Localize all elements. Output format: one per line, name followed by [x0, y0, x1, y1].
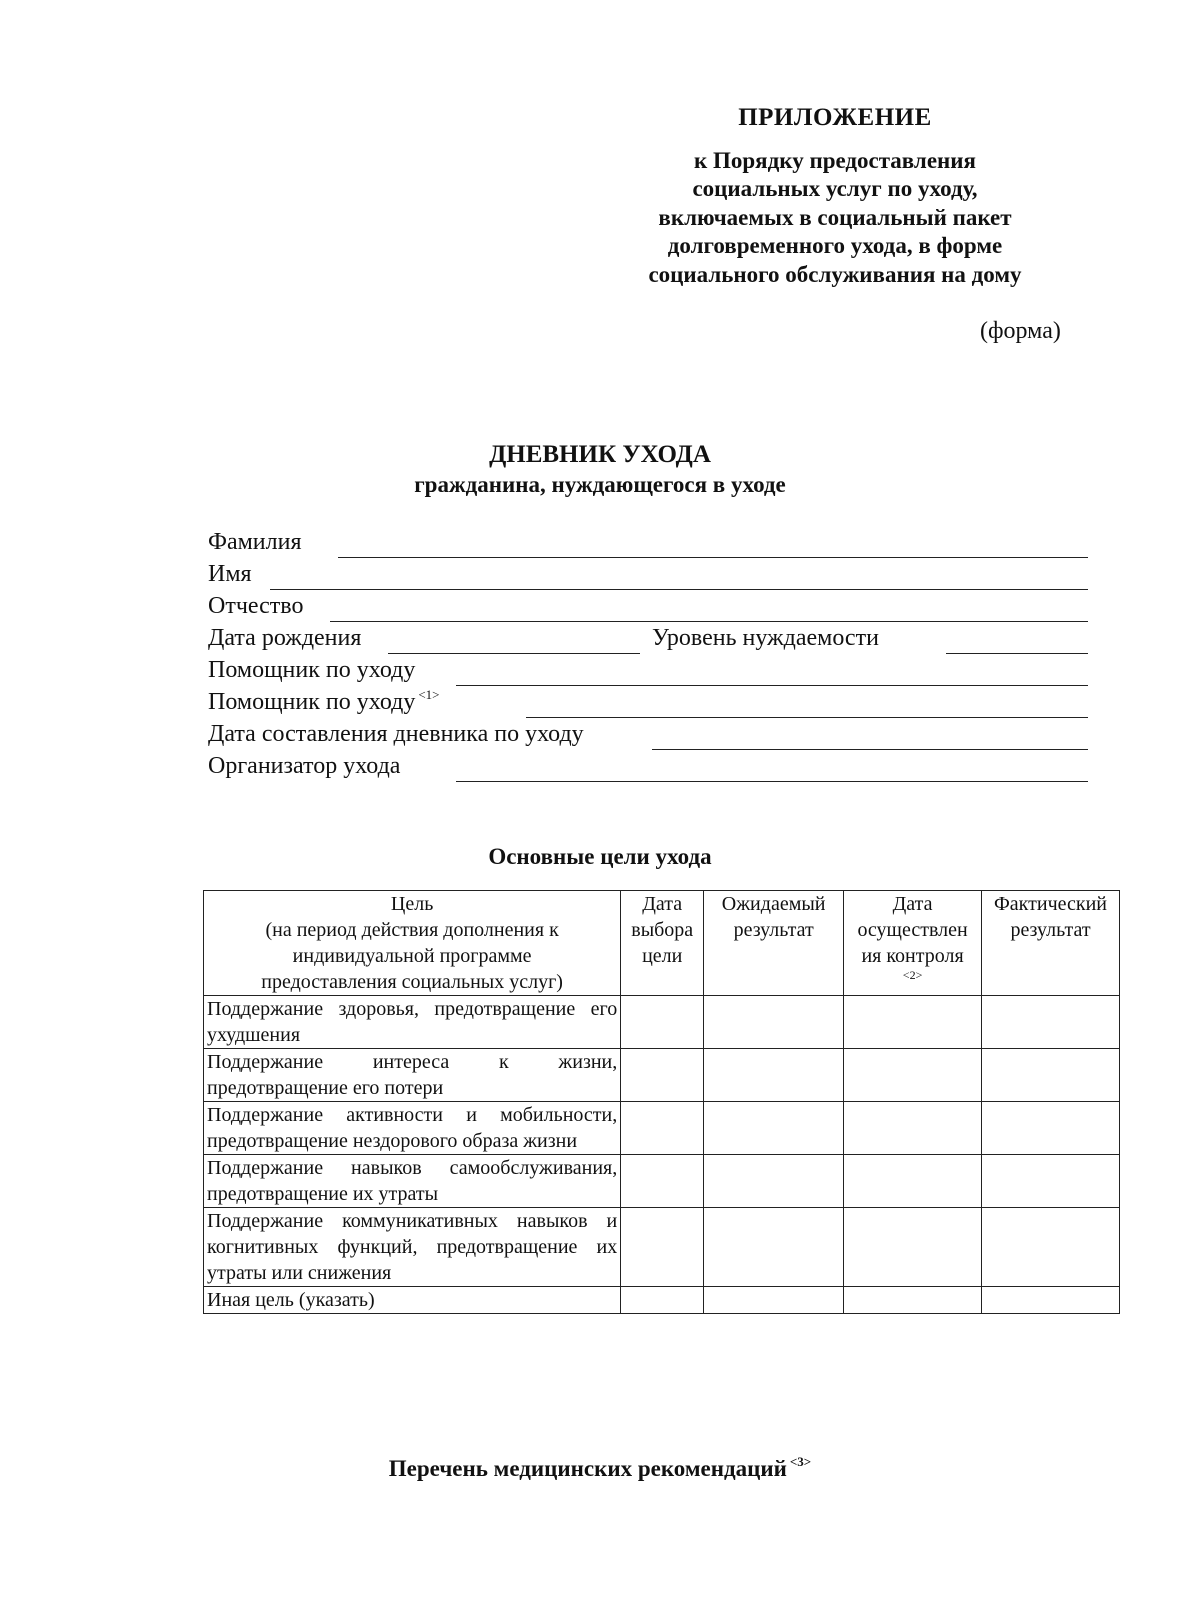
goal-cell: Поддержание навыков самообслуживания, предотвращение их утраты [204, 1155, 621, 1208]
expected-result-cell[interactable] [704, 1287, 844, 1314]
control-date-cell[interactable] [844, 1049, 982, 1102]
header-line: ия контроля [861, 945, 964, 967]
patronymic-field [208, 592, 1088, 622]
header-line: результат [1010, 919, 1091, 941]
form-label: (форма) [980, 318, 1061, 344]
surname-field [208, 528, 1088, 558]
assistant-field [208, 656, 1088, 686]
patronymic-input-line[interactable] [330, 621, 1088, 622]
expected-result-cell[interactable] [704, 1208, 844, 1287]
appendix-line: включаемых в социальный пакет [658, 204, 1012, 230]
control-date-cell[interactable] [844, 1208, 982, 1287]
footnote-marker: <2> [902, 968, 923, 982]
appendix-header [600, 104, 1070, 289]
assistant2-input-line[interactable] [526, 717, 1088, 718]
table-row [204, 996, 1120, 1049]
table-row [204, 1155, 1120, 1208]
header-selection-date [621, 891, 704, 996]
table-row [204, 1102, 1120, 1155]
appendix-line: долговременного ухода, в форме [667, 233, 1003, 258]
diary-date-field [208, 720, 1088, 750]
assistant2-label [208, 687, 440, 716]
goal-cell: Поддержание активности и мобильности, предотвращение нездорового образа жизни [204, 1102, 621, 1155]
actual-result-cell[interactable] [982, 996, 1120, 1049]
footnote-marker: <1> [418, 687, 440, 702]
actual-result-cell[interactable] [982, 1102, 1120, 1155]
assistant2-label-text: Помощник по уходу [208, 689, 416, 715]
expected-result-cell[interactable] [704, 1102, 844, 1155]
control-date-cell[interactable] [844, 996, 982, 1049]
goals-section-title: Основные цели ухода [488, 844, 712, 869]
goal-cell: Поддержание здоровья, предотвращение его ухудшения [204, 996, 621, 1049]
header-line: цели [642, 945, 683, 967]
goal-cell: Поддержание коммуникативных навыков и когнитивных функций, предотвращение их утраты или снижения [204, 1208, 621, 1287]
header-expected-result [704, 891, 844, 996]
appendix-line: социального обслуживания на дому [648, 261, 1022, 287]
goals-table [203, 890, 1120, 1314]
header-control-date [844, 891, 982, 996]
control-date-cell[interactable] [844, 1102, 982, 1155]
organizer-label: Организатор ухода [208, 753, 401, 779]
header-line: Дата [892, 893, 933, 915]
name-label: Имя [208, 561, 252, 587]
actual-result-cell[interactable] [982, 1208, 1120, 1287]
appendix-line: к Порядку предоставления [694, 147, 976, 173]
need-level-input-line[interactable] [946, 653, 1088, 654]
selection-date-cell[interactable] [621, 996, 704, 1049]
expected-result-cell[interactable] [704, 1155, 844, 1208]
organizer-input-line[interactable] [456, 781, 1088, 782]
header-line: Фактический [994, 893, 1108, 915]
assistant-input-line[interactable] [456, 685, 1088, 686]
selection-date-cell[interactable] [621, 1102, 704, 1155]
birth-date-input-line[interactable] [388, 653, 640, 654]
surname-input-line[interactable] [338, 557, 1088, 558]
header-line: Дата [642, 893, 683, 915]
expected-result-cell[interactable] [704, 1049, 844, 1102]
control-date-cell[interactable] [844, 1287, 982, 1314]
selection-date-cell[interactable] [621, 1049, 704, 1102]
header-actual-result [982, 891, 1120, 996]
header-goal-line: индивидуальной программе [292, 945, 532, 967]
goal-cell: Поддержание интереса к жизни, предотвращение его потери [204, 1049, 621, 1102]
header-goal-line: Цель [390, 893, 434, 915]
expected-result-cell[interactable] [704, 996, 844, 1049]
organizer-field [208, 752, 1088, 782]
control-date-cell[interactable] [844, 1155, 982, 1208]
diary-date-input-line[interactable] [652, 749, 1088, 750]
appendix-line: социальных услуг по уходу, [692, 176, 978, 201]
selection-date-cell[interactable] [621, 1287, 704, 1314]
header-goal [204, 891, 621, 996]
actual-result-cell[interactable] [982, 1155, 1120, 1208]
header-line: Ожидаемый [721, 893, 826, 915]
medical-section-title-block [0, 1454, 1200, 1482]
table-row [204, 1208, 1120, 1287]
document-subtitle: гражданина, нуждающегося в уходе [414, 472, 786, 497]
header-line: выбора [631, 919, 694, 941]
header-goal-line: (на период действия дополнения к [265, 919, 559, 941]
appendix-title: ПРИЛОЖЕНИЕ [738, 104, 932, 131]
birth-date-field [208, 624, 1088, 654]
need-level-label: Уровень нуждаемости [652, 625, 879, 651]
selection-date-cell[interactable] [621, 1208, 704, 1287]
surname-label: Фамилия [208, 529, 302, 555]
medical-section-title: Перечень медицинских рекомендаций [388, 1456, 787, 1481]
goal-cell: Иная цель (указать) [204, 1287, 621, 1314]
actual-result-cell[interactable] [982, 1049, 1120, 1102]
birth-date-label: Дата рождения [208, 625, 362, 651]
patronymic-label: Отчество [208, 593, 304, 619]
header-line: результат [733, 919, 814, 941]
table-row [204, 1049, 1120, 1102]
footnote-marker: <3> [789, 1454, 812, 1469]
goals-table-header [204, 891, 1120, 996]
document-title: ДНЕВНИК УХОДА [489, 441, 711, 468]
name-field [208, 560, 1088, 590]
assistant-label: Помощник по уходу [208, 657, 416, 683]
selection-date-cell[interactable] [621, 1155, 704, 1208]
table-row [204, 1287, 1120, 1314]
actual-result-cell[interactable] [982, 1287, 1120, 1314]
header-line: осуществлен [857, 919, 968, 941]
header-goal-line: предоставления социальных услуг) [261, 971, 563, 993]
name-input-line[interactable] [270, 589, 1088, 590]
document-title-block [0, 440, 1200, 500]
assistant2-field [208, 688, 1088, 718]
diary-date-label: Дата составления дневника по уходу [208, 721, 584, 747]
